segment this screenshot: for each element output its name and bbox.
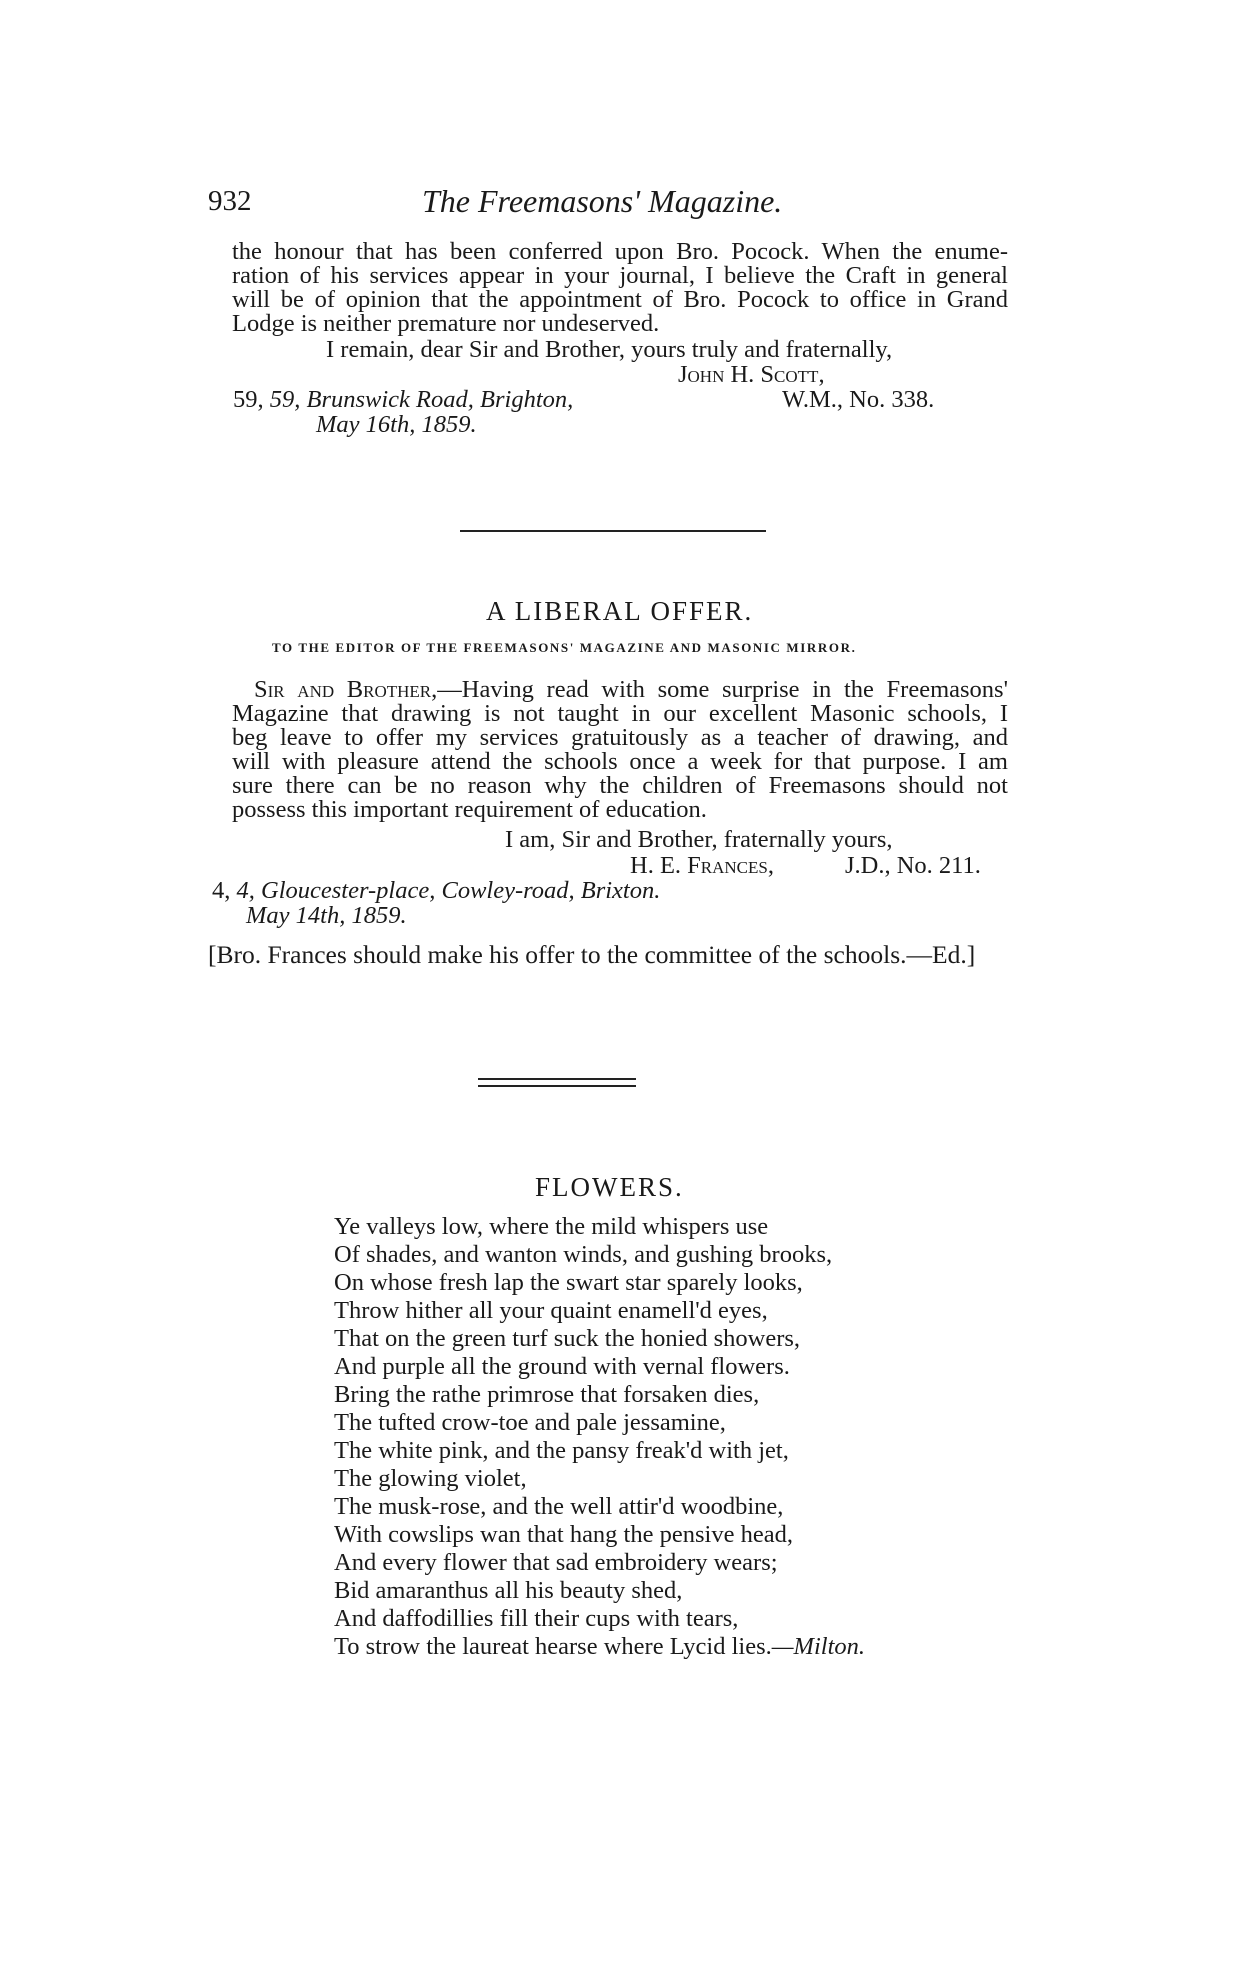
poem-title: FLOWERS. xyxy=(535,1172,684,1202)
poem-line: The white pink, and the pansy freak'd with jet, xyxy=(334,1437,789,1464)
letter1-line: ration of his services appear in your journal, I believe the Craft in general xyxy=(232,262,1008,289)
letter1-line: will be of opinion that the appointment of Bro. Pocock to office in Grand xyxy=(232,286,1008,313)
poem-line: Bid amaranthus all his beauty shed, xyxy=(334,1577,683,1604)
editor-note: [Bro. Frances should make his offer to the committee of the schools.—Ed.] xyxy=(208,940,976,969)
poem-line: Bring the rathe primrose that forsaken dies, xyxy=(334,1381,760,1408)
letter1-body xyxy=(232,240,1008,336)
poem-line: And daffodillies fill their cups with tears, xyxy=(334,1605,739,1632)
poem-line: That on the green turf suck the honied showers, xyxy=(334,1325,801,1352)
poem-line: On whose fresh lap the swart star sparely looks, xyxy=(334,1269,803,1296)
section-divider xyxy=(460,530,766,532)
address-street: 4, Gloucester-place, Cowley-road, Brixton. xyxy=(236,877,661,904)
section-divider-bottom xyxy=(478,1085,636,1087)
poem-line: Of shades, and wanton winds, and gushing brooks, xyxy=(334,1241,833,1268)
article-address xyxy=(212,877,660,905)
address-street: 59, Brunswick Road, Brighton, xyxy=(269,386,574,413)
section-divider-top xyxy=(478,1078,636,1080)
poem-line: To strow the laureat hearse where Lycid lies.—Milton. xyxy=(334,1633,866,1660)
salutation: Sir and Brother, xyxy=(254,676,438,703)
article-closing: I am, Sir and Brother, fraternally yours, xyxy=(505,826,893,853)
poem-line: And purple all the ground with vernal flowers. xyxy=(334,1353,790,1380)
poem-line: With cowslips wan that hang the pensive head, xyxy=(334,1521,793,1548)
letter1-address xyxy=(233,386,573,414)
poem-line: The musk-rose, and the well attir'd woodbine, xyxy=(334,1493,784,1520)
poem-line: Throw hither all your quaint enamell'd eyes, xyxy=(334,1297,768,1324)
letter1-signer-title: W.M., No. 338. xyxy=(782,386,935,413)
letter1-date: May 16th, 1859. xyxy=(316,411,477,438)
article-line: possess this important requirement of education. xyxy=(232,796,707,823)
poem-body xyxy=(334,1213,865,1661)
article-line: Sir and Brother,—Having read with some surprise in the Freemasons' xyxy=(254,676,1008,703)
article-title: A LIBERAL OFFER. xyxy=(486,596,754,626)
poem-line: Ye valleys low, where the mild whispers use xyxy=(334,1213,769,1240)
address-number: 59, xyxy=(233,386,270,413)
article-date: May 14th, 1859. xyxy=(246,902,407,929)
page-number: 932 xyxy=(208,185,252,217)
letter1-line: the honour that has been conferred upon Bro. Pocock. When the enume- xyxy=(232,238,1008,265)
article-line: Magazine that drawing is not taught in our excellent Masonic schools, I xyxy=(232,700,1008,727)
poem-attribution: —Milton. xyxy=(771,1633,866,1660)
poem-line: The glowing violet, xyxy=(334,1465,527,1492)
letter1-signer-name: John H. Scott, xyxy=(678,361,825,388)
poem-line: And every flower that sad embroidery wears; xyxy=(334,1549,778,1576)
article-body xyxy=(232,678,1008,822)
article-signer-title: J.D., No. 211. xyxy=(845,852,981,879)
article-line: will with pleasure attend the schools once a week for that purpose. I am xyxy=(232,748,1008,775)
article-line: sure there can be no reason why the children of Freemasons should not xyxy=(232,772,1008,799)
article-subtitle: TO THE EDITOR OF THE FREEMASONS' MAGAZINE AND MASONIC MIRROR. xyxy=(272,640,857,655)
article-line: beg leave to offer my services gratuitously as a teacher of drawing, and xyxy=(232,724,1008,751)
poem-line: The tufted crow-toe and pale jessamine, xyxy=(334,1409,726,1436)
letter1-line: Lodge is neither premature nor undeserved. xyxy=(232,310,660,337)
running-title: The Freemasons' Magazine. xyxy=(422,183,783,219)
article-signer-name: H. E. Frances, xyxy=(630,852,774,879)
letter1-closing: I remain, dear Sir and Brother, yours truly and fraternally, xyxy=(326,336,893,363)
address-number: 4, xyxy=(212,877,237,904)
